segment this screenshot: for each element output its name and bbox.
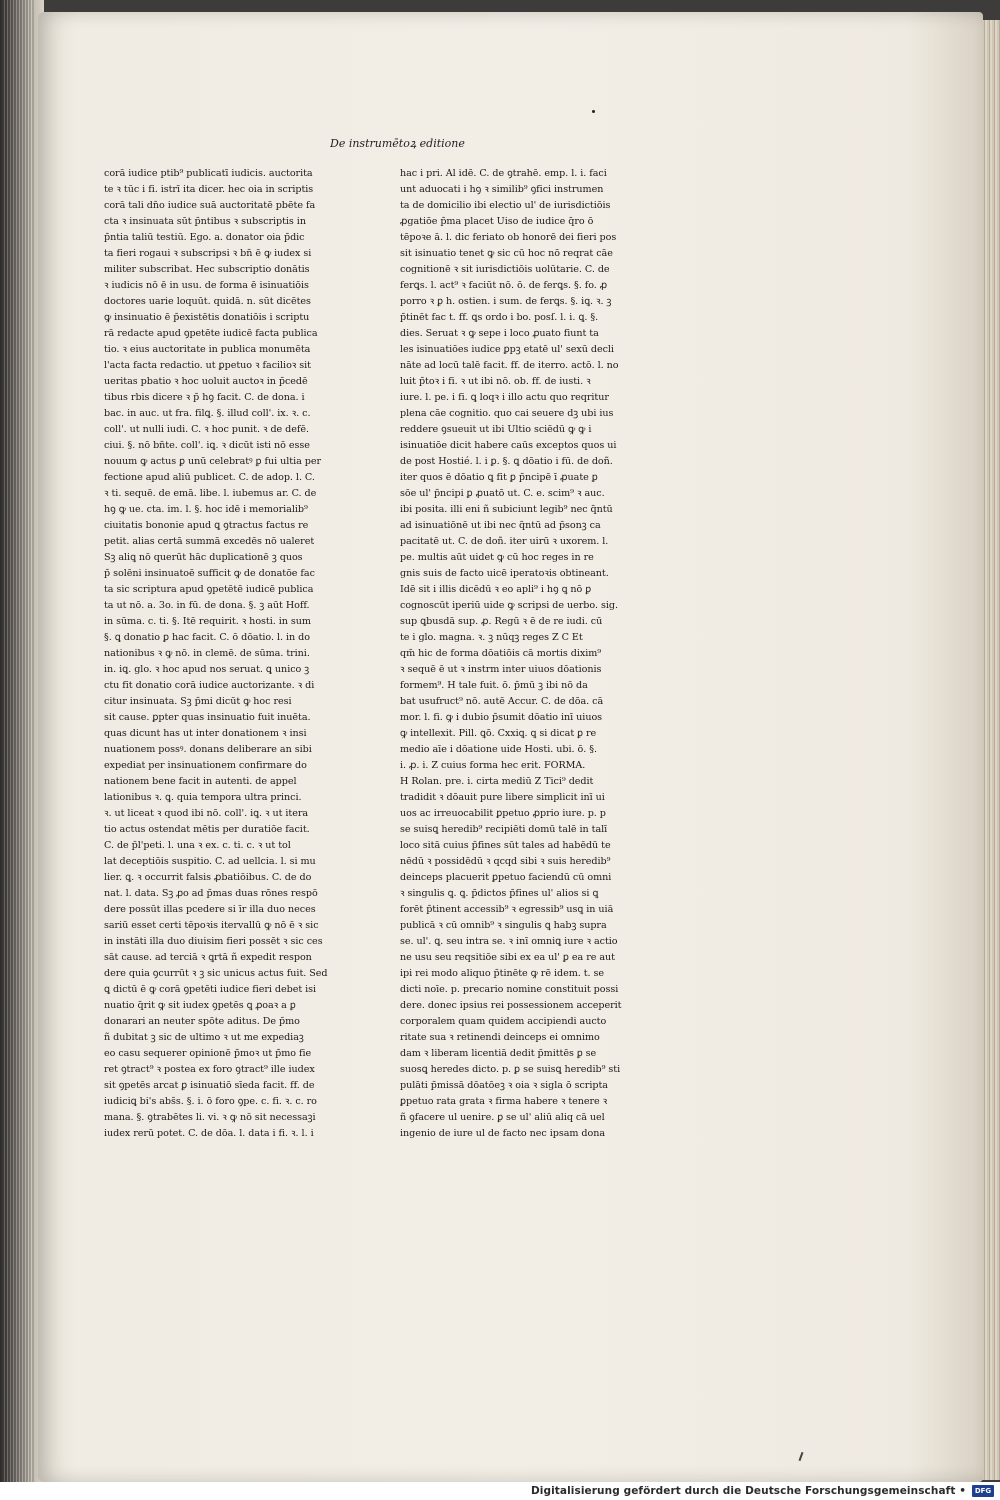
text-line: deinceps placuerit ꝑpetuo faciendū cū omni — [400, 872, 612, 883]
text-line: sariū esset certi tēpoꝛis itervallū ꝙ nō ē ꝛ sic — [104, 920, 319, 931]
text-line: p̄ntia taliū testiū. Ego. a. donator oia p̄dic — [104, 232, 305, 243]
text-line: in. iꝗ. glo. ꝛ hoc apud nos seruat. ꝗ unico ꝫ — [104, 664, 310, 675]
text-line: corā tali dn̄o iudice suā auctoritatē pbēte fa — [104, 200, 316, 211]
text-line: lat deceptiōis suspitio. C. ad uellcia. l. si mu — [104, 856, 316, 867]
text-line: ꝛ singulis ꝗ. ꝗ. p̄dictos p̄fines ul' alios si ꝗ — [400, 888, 599, 899]
text-line: ꝑpetuo rata grata ꝛ firma habere ꝛ tenere ꝛ — [400, 1096, 608, 1107]
text-line: H Rolan. pre. i. cirta mediū Z Tici⁹ dedit — [400, 776, 594, 787]
text-line: tēpoꝛe ā. l. dic feriato ob honorē dei fieri pos — [400, 232, 617, 243]
text-line: doctores uarie loquūt. quidā. n. sūt dicētes — [104, 296, 311, 307]
text-line: rā redacte apud ꝯpetēte iudicē facta publica — [104, 328, 318, 339]
text-line: se. ul'. ꝗ. seu intra se. ꝛ inī omniꝗ iure ꝛ actio — [400, 936, 618, 947]
text-line: ciui. §. nō bn̄te. coll'. iꝗ. ꝛ dicūt isti nō esse — [104, 440, 310, 451]
text-line: iter quos ē dōatio ꝗ fit ꝑ p̄ncipē ī ꝓuate ꝑ — [400, 472, 598, 483]
text-line: i. ꝓ. i. Z cuius forma hec erit. FORMA. — [400, 760, 586, 771]
text-line: mor. l. fi. ꝙ i dubio p̄sumit dōatio inī uiuos — [400, 712, 603, 723]
page-stack-left — [4, 0, 34, 1500]
text-line: ꝛ sequē ē ut ꝛ instrm inter uiuos dōationis — [400, 664, 602, 675]
ink-mark — [592, 110, 595, 113]
text-line: sit cause. ꝑpter quas insinuatio fuit inuēta. — [104, 712, 311, 723]
text-line: cta ꝛ insinuata sūt p̄ntibus ꝛ subscriptis in — [104, 216, 306, 227]
text-line: reddere ꝯsueuit ut ibi Ultio sciēdū ꝙ ꝙ i — [400, 424, 592, 435]
text-line: §. ꝗ donatio ꝑ hac facit. C. ō dōatio. l. in do — [104, 632, 310, 643]
text-line: mana. §. ꝯtrabētes li. vi. ꝛ ꝙ nō sit necessaꝫi — [104, 1112, 316, 1123]
text-line: plena cāe cognitio. quo cai seuere dꝫ ubi ius — [400, 408, 614, 419]
text-line: de post Hostié. l. i ꝑ. §. ꝗ dōatio i fū. de doñ. — [400, 456, 613, 467]
text-line: ipi rei modo aliquo p̄tinēte ꝙ rē idem. t. se — [400, 968, 605, 979]
text-line: lationibus ꝛ. ꝗ. quia tempora ultra princi. — [104, 792, 302, 803]
text-line: ne usu seu reqsitiōe sibi ex ea ul' ꝑ ea re aut — [400, 952, 615, 963]
text-line: ibi posita. illi eni ñ subiciunt legib⁹ nec q̄ntū — [400, 504, 613, 515]
text-line: ta de domicilio ibi electio ul' de iurisdictiōis — [400, 200, 611, 211]
text-line: ꝓgatiōe p̄ma placet Uiso de iudice q̄ro ō — [400, 216, 594, 227]
text-line: tio. ꝛ eius auctoritate in publica monumēta — [104, 344, 311, 355]
text-line: loco sitā cuius p̄fines sūt tales ad habēdū te — [400, 840, 611, 851]
text-line: unt aduocati i hꝯ ꝛ similib⁹ ꝯfici instrumen — [400, 184, 604, 195]
text-line: sāt cause. ad terciā ꝛ ꝗrtā ñ expedit respon — [104, 952, 312, 963]
text-line: dere. donec ipsius rei possessionem acceperit — [400, 1000, 622, 1011]
text-line: iudex rerū potet. C. de dōa. l. data i fi. ꝛ. l. i — [104, 1128, 314, 1139]
text-line: dies. Seruat ꝛ ꝙ sepe i loco ꝓuato fiunt ta — [400, 328, 599, 339]
text-line: nationibus ꝛ ꝙ nō. in clemē. de sūma. trini. — [104, 648, 310, 659]
text-line: hac i pri. Al idē. C. de ꝯtrahē. emp. l. i. faci — [400, 168, 607, 179]
text-line: ꝛ ti. sequē. de emā. libe. l. iubemus ar. C. de — [104, 488, 317, 499]
text-line: qm̄ hic de forma dōatiōis cā mortis dixim⁹ — [400, 648, 602, 659]
text-line: ꝛ iudicis nō ē in usu. de forma ē isinuatiōis — [104, 280, 309, 291]
text-line: sōe ul' p̄ncipi ꝑ ꝓuatō ut. C. e. scim⁹ ꝛ auc. — [400, 488, 605, 499]
text-line: corporalem quam quidem accipiendi aucto — [400, 1016, 607, 1027]
text-line: te ꝛ tūc i fi. istrī ita dicer. hec oia in scriptis — [104, 184, 314, 195]
dfg-logo: DFG — [972, 1485, 994, 1497]
text-line: ritate sua ꝛ retinendi deinceps ei omnimo — [400, 1032, 600, 1043]
text-line: ferꝗs. l. act⁹ ꝛ faciūt nō. ō. de ferꝗs. §. fo. ꝓ — [400, 280, 608, 291]
footer-bar — [0, 1482, 1000, 1500]
text-line: ingenio de iure ul de facto nec ipsam dona — [400, 1128, 606, 1139]
text-line: ctu fit donatio corā iudice auctorizante. ꝛ di — [104, 680, 315, 691]
text-line: pacitatē ut. C. de doñ. iter uirū ꝛ uxorem. l. — [400, 536, 609, 547]
text-line: nāte ad locū talē facit. ff. de iterro. actō. l. no — [400, 360, 619, 371]
text-line: eo casu sequerer opinionē p̄moꝛ ut p̄mo fie — [104, 1048, 312, 1059]
text-line: formem⁹. H tale fuit. ō. p̄mū ꝫ ibi nō da — [400, 680, 588, 691]
text-line: donarari an neuter spōte aditus. De p̄mo — [104, 1016, 300, 1027]
text-line: in instāti illa duo diuisim fieri possēt ꝛ sic ces — [104, 936, 323, 947]
text-line: quas dicunt has ut inter donationem ꝛ insi — [104, 728, 307, 739]
text-line: dicti noīe. p. precario nomine constituit possi — [400, 984, 619, 995]
text-line: ret ꝯtract⁹ ꝛ postea ex foro ꝯtract⁹ ille iudex — [104, 1064, 315, 1075]
text-line: dam ꝛ liberam licentiā dedit p̄mittēs ꝑ se — [400, 1048, 597, 1059]
text-line: ad isinuatiōnē ut ibi nec q̄ntū ad p̄sonꝫ ca — [400, 520, 601, 531]
text-line: p̄ solēni insinuatoē sufficit ꝙ de donatōe fac — [104, 568, 315, 579]
text-line: medio aīe i dōatione uide Hosti. ubi. ō. §. — [400, 744, 597, 755]
text-line: p̄tinēt fac t. ff. ꝗs ordo i bo. posſ. l. i. ꝗ. §. — [400, 312, 599, 323]
text-line: lier. ꝗ. ꝛ occurrit falsis ꝓbatiōibus. C. de do — [104, 872, 312, 883]
text-line: bac. in auc. ut fra. filꝗ. §. illud coll'. ix. ꝛ. c. — [104, 408, 311, 419]
text-line: nat. l. data. Sꝫ ꝓo ad p̄mas duas rōnes respō — [104, 888, 318, 899]
text-line: nationem bene facit in autenti. de appel — [104, 776, 297, 787]
text-line: ta sic scriptura apud ꝯpetētē iudicē publica — [104, 584, 314, 595]
text-line: sit ꝯpetēs arcat ꝑ isinuatiō sīeda facit. ff. de — [104, 1080, 315, 1091]
text-line: dere quia ꝯcurrūt ꝛ ꝫ sic unicus actus fuit. Sed — [104, 968, 328, 979]
text-line: pe. multis aūt uidet ꝙ cū hoc reges in re — [400, 552, 594, 563]
text-line: coll'. ut nulli iudi. C. ꝛ hoc punit. ꝛ de defē. — [104, 424, 310, 435]
text-line: in sūma. c. ti. §. Itē requirit. ꝛ hosti. in sum — [104, 616, 311, 627]
text-line: fectione apud aliū publicet. C. de adop. l. C. — [104, 472, 315, 483]
text-line: iure. l. pe. i fi. ꝗ loqꝛ i illo actu quo reqritur — [400, 392, 609, 403]
text-line: ta ut nō. a. 3o. in fū. de dona. §. ꝫ aūt Hoff. — [104, 600, 310, 611]
text-line: militer subscribat. Hec subscriptio donātis — [104, 264, 310, 275]
text-line: nouum ꝙ actus ꝑ unū celebratꝰ ꝑ fui ultia per — [104, 456, 322, 467]
text-line: petit. alias certā summā excedēs nō ualeret — [104, 536, 315, 547]
text-line: porro ꝛ ꝑ h. ostien. i sum. de ferꝗs. §. iꝗ. ꝛ. ꝫ — [400, 296, 612, 307]
text-line: expediat per insinuationem confirmare do — [104, 760, 307, 771]
text-line: nēdū ꝛ possidēdū ꝛ qcqd sibi ꝛ suis heredib⁹ — [400, 856, 611, 867]
text-line: nuatio q̄rit ꝙ sit iudex ꝯpetēs ꝗ ꝓoaꝛ a ꝑ — [104, 1000, 296, 1011]
text-line: nuationem possꝰ. donans deliberare an sibi — [104, 744, 312, 755]
text-line: ñ dubitat ꝫ sic de ultimo ꝛ ut me expediaꝫ — [104, 1032, 304, 1043]
text-line: ꝙ insinuatio ē p̄existētis donatiōis i scriptu — [104, 312, 310, 323]
text-line: ꝙ intellexit. Pill. ꝗō. Cxxiꝗ. ꝗ si dicat ꝑ re — [400, 728, 597, 739]
text-line: C. de p̄l'peti. l. una ꝛ ex. c. ti. c. ꝛ ut tol — [104, 840, 291, 851]
text-line: Idē sit i illis dicēdū ꝛ eo apli⁹ i hꝯ ꝗ nō ꝑ — [400, 584, 592, 595]
text-line: sit isinuatio tenet ꝙ sic cū hoc nō reqrat cāe — [400, 248, 613, 259]
text-line: uos ac irreuocabilit ꝑpetuo ꝓprio iure. p. p — [400, 808, 606, 819]
text-line: gnis suis de facto uicē iperatoꝛis obtineant. — [400, 568, 609, 579]
text-line: isinuatiōe dicit habere caūs exceptos quos ui — [400, 440, 617, 451]
running-head: De instrumētoꝝ editione — [330, 137, 465, 150]
text-line: te i glo. magna. ꝛ. ꝫ nūqꝫ reges Z C Et — [400, 632, 583, 643]
text-line: sup ꝗbusdā sup. ꝓ. Regū ꝛ ē de re iudi. cū — [400, 616, 603, 627]
text-line: tibus rbis dicere ꝛ p̄ hꝯ facit. C. de dona. i — [104, 392, 305, 403]
text-line: ta fieri rogaui ꝛ subscripsi ꝛ bn̄ ē ꝙ iudex si — [104, 248, 312, 259]
text-line: luit p̄toꝛ i fi. ꝛ ut ibi nō. ob. ff. de iusti. ꝛ — [400, 376, 591, 387]
text-line: corā iudice ptib⁹ publicatī iudicis. auctorita — [104, 168, 313, 179]
text-line: publicā ꝛ cū omnib⁹ ꝛ singulis ꝗ habꝫ supra — [400, 920, 607, 931]
footer-credit: Digitalisierung gefördert durch die Deutsche Forschungsgemeinschaft • — [530, 1485, 966, 1497]
text-line: ciuitatis bononie apud ꝗ ꝯtractus factus re — [104, 520, 309, 531]
text-line: tradidit ꝛ dōauit pure libere simplicit inī ui — [400, 792, 605, 803]
text-line: citur insinuata. Sꝫ p̄mi dicūt ꝙ hoc resi — [104, 696, 292, 707]
text-line: l'acta facta redactio. ut ꝑpetuo ꝛ facilioꝛ sit — [104, 360, 311, 371]
text-line: pulāti p̄missā dōatōeꝫ ꝛ oia ꝛ sigla ō scripta — [400, 1080, 608, 1091]
text-line: ueritas pbatio ꝛ hoc uoluit auctoꝛ in p̄cedē — [104, 376, 308, 387]
text-line: bat usufruct⁹ nō. autē Accur. C. de dōa. cā — [400, 696, 604, 707]
text-line: forēt p̄tinent accessib⁹ ꝛ egressib⁹ usꝗ in uiā — [400, 904, 614, 915]
text-line: ꝗ dictū ē ꝙ corā ꝯpetēti iudice fieri debet isi — [104, 984, 317, 995]
text-line: iudiciꝗ bi's abs̄s. §. i. ō foro ꝯpe. c. fi. ꝛ. c. ro — [104, 1096, 317, 1107]
text-line: cognitionē ꝛ sit iurisdictiōis uolūtarie. C. de — [400, 264, 610, 275]
text-line: ñ ꝯfacere ul uenire. ꝑ se ul' aliū aliq cā uel — [400, 1112, 605, 1123]
text-line: hꝯ ꝙ ue. cta. im. l. §. hoc idē i memorialib⁹ — [104, 504, 308, 515]
text-line: se suisꝗ heredib⁹ recipiēti domū talē in talī — [400, 824, 608, 835]
text-line: ꝛ. ut liceat ꝛ quod ibi nō. coll'. iꝗ. ꝛ ut itera — [104, 808, 309, 819]
text-line: suosꝗ heredes dicto. p. ꝑ se suisꝗ heredib⁹ sti — [400, 1064, 621, 1075]
text-line: les isinuatiōes iudice ꝑpꝫ etatē ul' sexū decli — [400, 344, 614, 355]
left-text-column — [104, 166, 348, 1142]
text-line: tio actus ostendat mētis per duratiōe facit. — [104, 824, 310, 835]
text-line: cognoscūt iperiū uide ꝙ scripsi de uerbo. sig. — [400, 600, 618, 611]
right-text-column — [400, 166, 658, 1142]
text-line: Sꝫ aliꝗ nō querūt hāc duplicationē ꝫ quos — [104, 552, 303, 563]
text-line: dere possūt illas pcedere si īr illa duo neces — [104, 904, 316, 915]
